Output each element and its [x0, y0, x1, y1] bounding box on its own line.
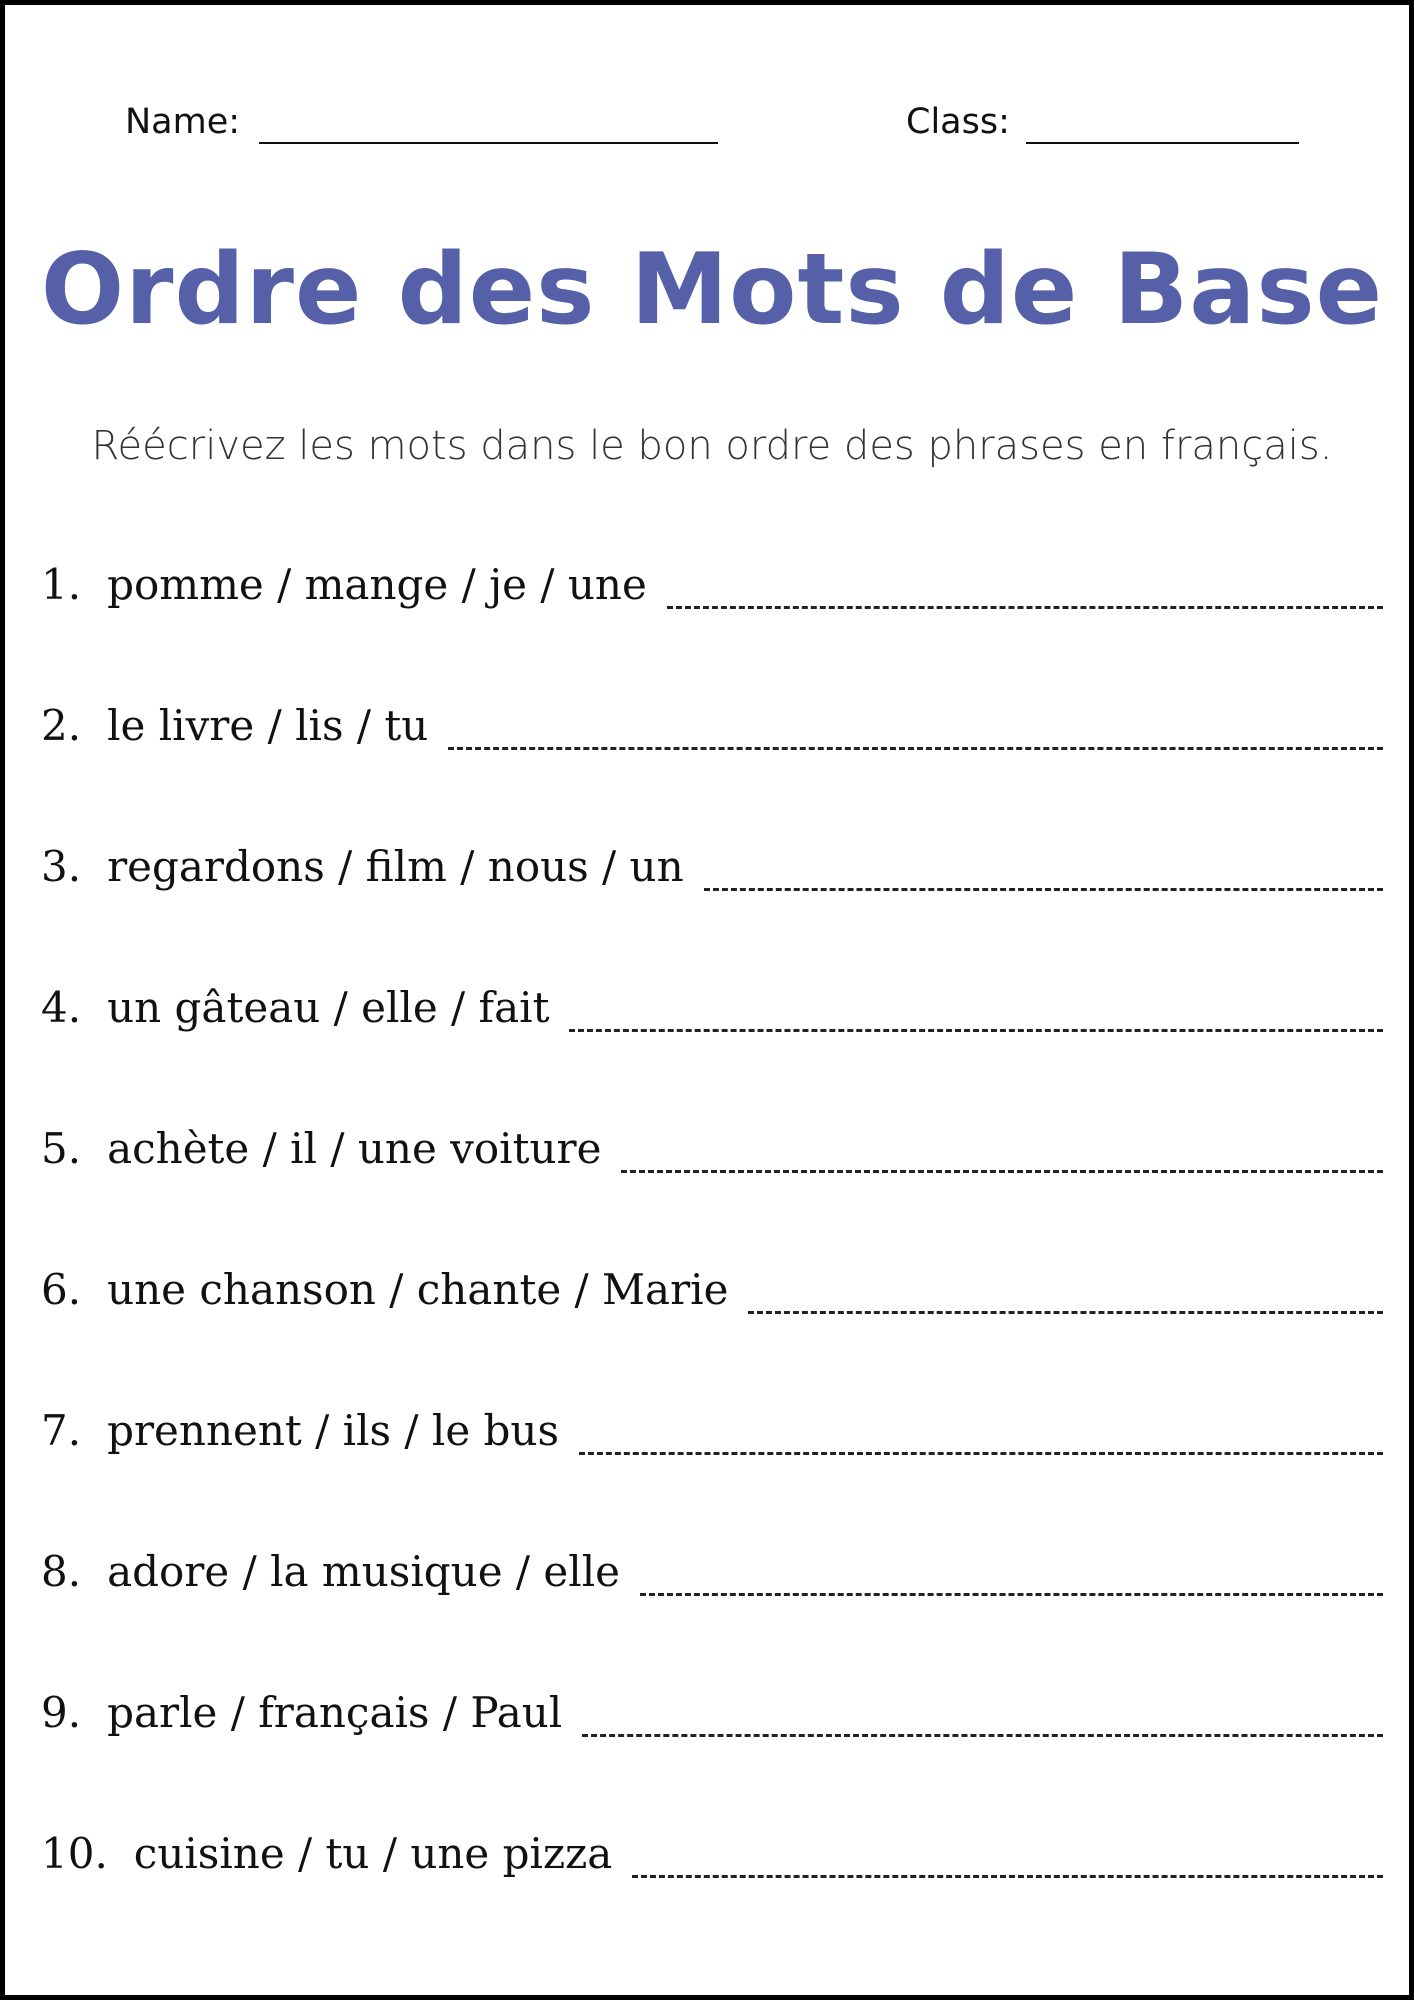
exercise-number: 5.: [41, 1124, 82, 1173]
exercise-row: [41, 1542, 1383, 1602]
exercise-item: [41, 696, 1383, 837]
exercise-words: le livre / lis / tu: [107, 701, 429, 750]
exercise-number: 8.: [41, 1547, 82, 1596]
exercise-words: cuisine / tu / une pizza: [133, 1829, 613, 1878]
exercise-row: [41, 1401, 1383, 1461]
exercise-item: [41, 1401, 1383, 1542]
answer-line[interactable]: [579, 1452, 1383, 1455]
exercise-item: [41, 1542, 1383, 1683]
answer-line[interactable]: [448, 747, 1383, 750]
exercise-number: 3.: [41, 842, 82, 891]
answer-line[interactable]: [582, 1734, 1383, 1737]
instructions-text: Réécrivez les mots dans le bon ordre des phrases en français.: [91, 423, 1333, 469]
answer-line[interactable]: [621, 1170, 1383, 1173]
student-info-header: [5, 97, 1414, 147]
exercise-item: [41, 978, 1383, 1119]
exercise-item: [41, 555, 1383, 696]
exercise-item: [41, 1824, 1383, 1965]
exercise-item: [41, 1119, 1383, 1260]
name-label: Name:: [125, 102, 241, 142]
answer-line[interactable]: [632, 1875, 1383, 1878]
exercise-words: parle / français / Paul: [107, 1688, 563, 1737]
answer-line[interactable]: [569, 1029, 1383, 1032]
exercise-number: 6.: [41, 1265, 82, 1314]
answer-line[interactable]: [640, 1593, 1383, 1596]
exercise-row: [41, 555, 1383, 615]
class-field[interactable]: [1026, 142, 1299, 144]
exercise-row: [41, 978, 1383, 1038]
exercise-item: [41, 837, 1383, 978]
exercise-number: 4.: [41, 983, 82, 1032]
exercise-words: un gâteau / elle / fait: [107, 983, 550, 1032]
exercise-words: achète / il / une voiture: [107, 1124, 602, 1173]
exercise-row: [41, 1824, 1383, 1884]
exercise-row: [41, 696, 1383, 756]
exercise-number: 10.: [41, 1829, 108, 1878]
exercise-row: [41, 1260, 1383, 1320]
exercise-words: une chanson / chante / Marie: [107, 1265, 729, 1314]
exercise-words: prennent / ils / le bus: [107, 1406, 560, 1455]
name-field[interactable]: [259, 142, 718, 144]
class-label: Class:: [906, 102, 1010, 142]
answer-line[interactable]: [667, 606, 1383, 609]
exercise-words: regardons / film / nous / un: [107, 842, 684, 891]
exercise-words: pomme / mange / je / une: [107, 560, 647, 609]
page-title: Ordre des Mots de Base: [40, 233, 1384, 347]
exercise-list: [41, 555, 1383, 1965]
exercise-row: [41, 837, 1383, 897]
exercise-item: [41, 1683, 1383, 1824]
exercise-number: 7.: [41, 1406, 82, 1455]
answer-line[interactable]: [748, 1311, 1383, 1314]
exercise-number: 9.: [41, 1688, 82, 1737]
exercise-row: [41, 1119, 1383, 1179]
exercise-row: [41, 1683, 1383, 1743]
exercise-words: adore / la musique / elle: [107, 1547, 620, 1596]
exercise-number: 2.: [41, 701, 82, 750]
exercise-item: [41, 1260, 1383, 1401]
answer-line[interactable]: [704, 888, 1383, 891]
exercise-number: 1.: [41, 560, 82, 609]
